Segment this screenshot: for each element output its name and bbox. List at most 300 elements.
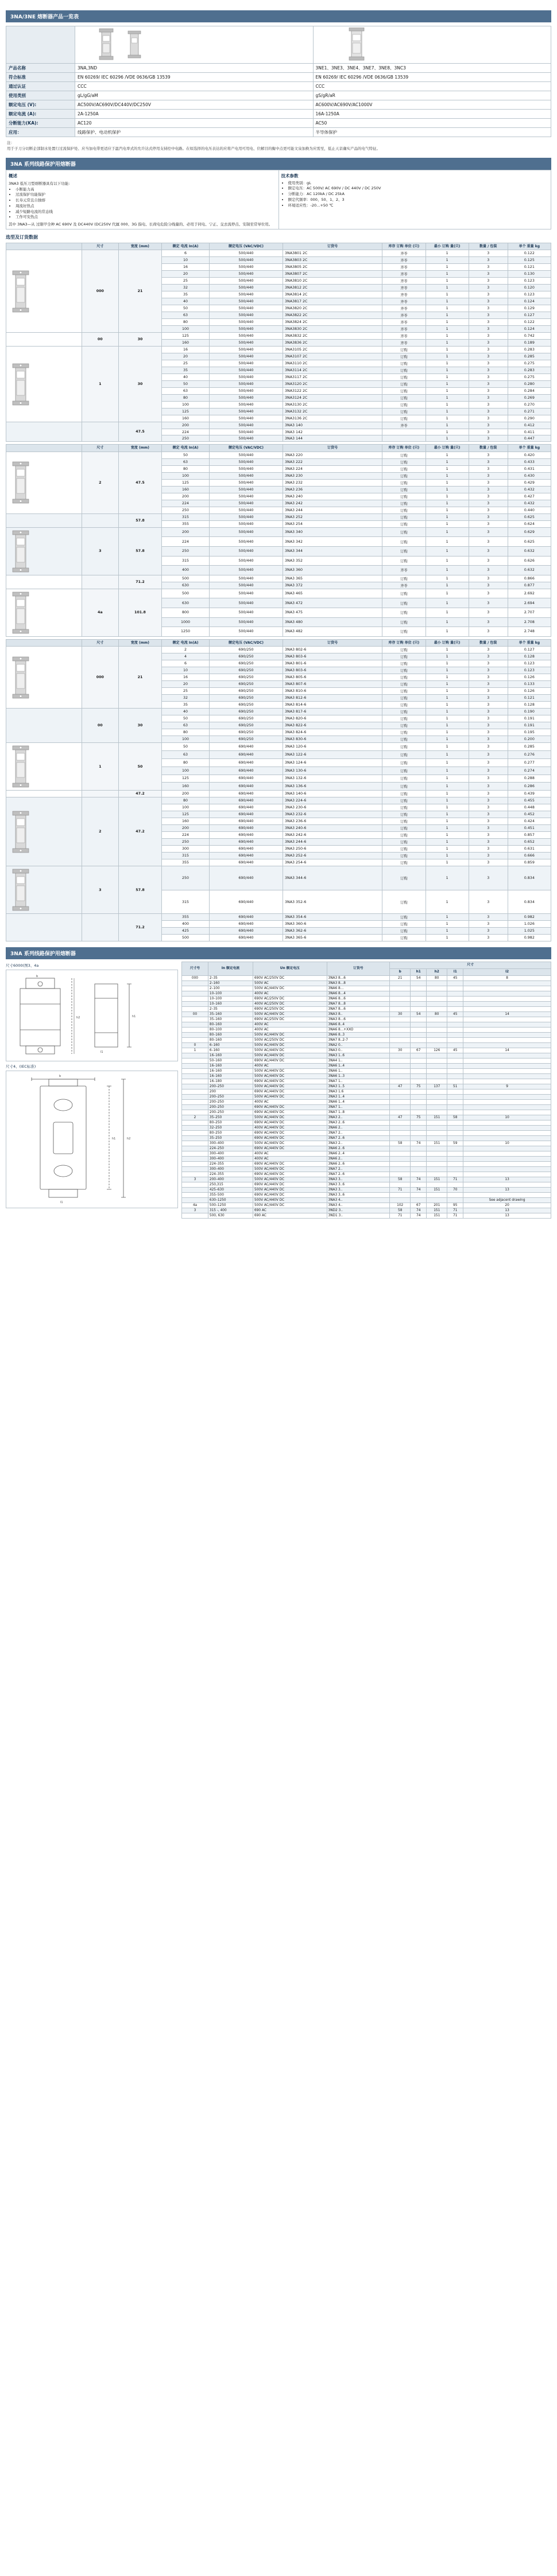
order-number-cell[interactable]: 3NA3 354-6	[283, 914, 382, 921]
data-cell: 2.708	[508, 617, 551, 627]
order-number-cell[interactable]: 3NA3 124-6	[283, 758, 382, 766]
data-cell: 订购	[382, 537, 426, 547]
data-cell: 3	[469, 846, 508, 853]
data-cell	[411, 1162, 427, 1167]
table-row	[182, 1079, 551, 1084]
order-number-cell[interactable]: 3NA3124 2C	[283, 395, 382, 402]
data-cell: 1.025	[508, 928, 551, 935]
data-cell: 6–160	[208, 1048, 253, 1053]
data-cell: 690 AC	[253, 1213, 327, 1219]
overview-left-paragraph: 其中 3NA3—从 过限甲全种 AC 690V 及 DC440V (DC250V 代属 000、3G 指电、长荷电危险分线量的、必用于同电、宁正、交去流停点、安制至常导位用。	[9, 222, 273, 227]
data-cell: 0.629	[508, 527, 551, 537]
order-number-cell[interactable]: 3NA3132 2C	[283, 408, 382, 415]
data-cell: 3	[469, 695, 508, 702]
order-number-cell[interactable]: 3NA3 803-6	[283, 653, 382, 660]
order-number-cell[interactable]: 3NA3 352-6	[283, 890, 382, 914]
order-number-cell[interactable]: 3NA3 807-6	[283, 681, 382, 688]
order-number-cell[interactable]: 3NA3 803-6	[283, 667, 382, 674]
order-number-cell[interactable]: 3NA3 252	[283, 513, 382, 520]
order-number-cell[interactable]: 3NA3 802-6	[283, 647, 382, 653]
data-cell: 35	[162, 291, 210, 298]
data-cell: 订购	[382, 729, 426, 736]
data-cell	[390, 1095, 411, 1100]
data-cell: 订购	[382, 751, 426, 759]
section-header-product-overview: 3NA/3NE 熔断器产品一览表	[6, 10, 551, 22]
data-cell: 3NA3 1..6	[327, 1053, 390, 1059]
order-number-cell[interactable]: 3NA3 465	[283, 589, 382, 598]
data-cell: 3	[469, 305, 508, 312]
order-number-cell[interactable]: 3NA3814 2C	[283, 291, 382, 298]
order-number-cell[interactable]: 3NA3120 2C	[283, 381, 382, 388]
data-cell: 0.447	[508, 435, 551, 442]
product-image-left	[75, 26, 314, 64]
data-cell	[427, 1136, 447, 1141]
order-number-cell[interactable]: 3NA3 805-6	[283, 674, 382, 681]
order-number-cell[interactable]: 3NA3 830-6	[283, 736, 382, 743]
data-cell	[390, 1105, 411, 1110]
data-cell: 71	[390, 1213, 411, 1219]
data-cell	[182, 1213, 208, 1219]
row-value-right: CCC	[313, 82, 551, 91]
data-cell: 690/250	[209, 729, 283, 736]
data-cell: 订购	[382, 589, 426, 598]
data-cell	[411, 1095, 427, 1100]
order-number-cell[interactable]: 3NA3 236	[283, 486, 382, 493]
order-number-cell[interactable]: 3NA3 224-6	[283, 797, 382, 804]
data-cell: 3NA3 4..	[327, 1203, 390, 1208]
data-cell: 500/440	[209, 575, 283, 582]
order-number-cell[interactable]: 3NA3 475	[283, 608, 382, 617]
data-cell: 1	[426, 825, 469, 832]
data-cell: 0.283	[508, 367, 551, 374]
data-cell	[390, 1151, 411, 1157]
order-number-cell[interactable]: 3NA3 812-6	[283, 695, 382, 702]
data-cell: 3	[469, 507, 508, 513]
row-value-right: 3NE1、3NE3、3NE4、3NE7、3NE8、3NC3	[313, 64, 551, 73]
data-cell	[182, 1105, 208, 1110]
data-cell	[463, 1095, 551, 1100]
data-cell: 订购	[382, 493, 426, 500]
order-number-cell[interactable]: 3NA3 342	[283, 537, 382, 547]
order-number-cell[interactable]: 3NA3 360-6	[283, 921, 382, 928]
data-cell: 3NA6 8..3	[327, 1033, 390, 1038]
data-cell: 1	[426, 458, 469, 465]
data-cell: 500/440	[209, 458, 283, 465]
column-header: 尺寸号	[182, 962, 208, 976]
order-number-cell[interactable]: 3NA3 230	[283, 472, 382, 479]
order-number-cell[interactable]: 3NA3 820-6	[283, 715, 382, 722]
data-cell: 1	[426, 360, 469, 367]
data-cell: 3	[469, 381, 508, 388]
order-number-cell[interactable]: 3NA3824 2C	[283, 319, 382, 326]
data-cell: 3	[469, 627, 508, 637]
data-cell: 订购	[382, 527, 426, 537]
row-label: 产品名称	[6, 64, 75, 73]
order-number-cell[interactable]: 3NA3 250-6	[283, 846, 382, 853]
data-cell	[182, 1084, 208, 1089]
data-cell: 3	[469, 298, 508, 305]
data-cell	[427, 981, 447, 986]
data-cell	[411, 1167, 427, 1172]
data-cell: 100	[162, 736, 210, 743]
data-cell: 订购	[382, 465, 426, 472]
fuse-product-image	[6, 575, 82, 589]
data-cell: 500/440	[209, 353, 283, 360]
width-cell: 50	[118, 743, 161, 791]
table-row	[182, 986, 551, 991]
order-number-cell[interactable]: 3NA3812 2C	[283, 285, 382, 291]
order-number-cell[interactable]: 3NA3830 2C	[283, 326, 382, 333]
order-number-cell[interactable]: 3NA3 344	[283, 546, 382, 556]
order-number-cell[interactable]: 3NA3 242-6	[283, 832, 382, 839]
order-number-cell[interactable]: 3NA3820 2C	[283, 305, 382, 312]
order-number-cell[interactable]: 3NA3 220	[283, 452, 382, 458]
order-number-cell[interactable]: 3NA3 240	[283, 493, 382, 500]
data-cell	[390, 1157, 411, 1162]
data-cell: 690/250	[209, 695, 283, 702]
column-header: 数量 / 包装	[469, 445, 508, 452]
order-number-cell[interactable]: 3NA3 142	[283, 429, 382, 435]
data-cell: 1	[426, 722, 469, 729]
data-cell: 3NA3 2..6	[327, 1120, 390, 1126]
order-number-cell[interactable]: 3NA3832 2C	[283, 333, 382, 340]
data-cell: 500/440	[209, 465, 283, 472]
data-cell: 315	[162, 556, 210, 566]
order-number-cell[interactable]: 3NA3 810-6	[283, 688, 382, 695]
data-cell: 1	[426, 388, 469, 395]
data-cell: 0.128	[508, 702, 551, 709]
data-cell: 0.128	[508, 653, 551, 660]
data-cell: 0.270	[508, 402, 551, 408]
order-number-cell[interactable]: 3NA3810 2C	[283, 278, 382, 285]
data-cell	[463, 991, 551, 997]
row-value-left: AC500V/AC690V/DC440V/DC250V	[75, 100, 314, 110]
data-cell: 0.191	[508, 722, 551, 729]
order-number-cell[interactable]: 3NA3 136-6	[283, 783, 382, 791]
page-root	[0, 0, 557, 1230]
data-cell: 3	[182, 1177, 208, 1182]
data-cell: 500V AC	[253, 981, 327, 986]
data-cell	[427, 1151, 447, 1157]
data-cell: 95	[447, 1203, 463, 1208]
data-cell: 690/440	[209, 797, 283, 804]
data-cell	[182, 981, 208, 986]
data-cell: 订购	[382, 598, 426, 608]
data-cell: 3NA7 8..2-7	[327, 1038, 390, 1043]
data-cell: 订购	[382, 479, 426, 486]
fuse-product-image	[6, 791, 82, 797]
data-cell	[182, 1038, 208, 1043]
data-cell: 151	[427, 1213, 447, 1219]
order-number-cell[interactable]: 3NA3 254-6	[283, 859, 382, 866]
data-cell: 0.430	[508, 472, 551, 479]
data-cell: 3	[469, 520, 508, 527]
data-cell	[390, 981, 411, 986]
column-header: 订货号	[283, 445, 382, 452]
data-cell: 35–160	[208, 1017, 253, 1022]
data-cell: 订购	[382, 866, 426, 890]
data-cell: 500/440	[209, 452, 283, 458]
order-number-cell[interactable]: 3NA3 242	[283, 500, 382, 507]
data-cell: 58	[390, 1177, 411, 1182]
order-number-cell[interactable]: 3NA3 240-6	[283, 825, 382, 832]
data-cell: 690/440	[209, 825, 283, 832]
row-label: 额定电流 (A):	[6, 110, 75, 119]
order-number-cell[interactable]: 3NA3 482	[283, 627, 382, 637]
data-cell: 3	[469, 537, 508, 547]
data-cell: 齐苓	[382, 285, 426, 291]
data-cell: 0.288	[508, 775, 551, 783]
order-number-cell[interactable]: 3NA3 140-6	[283, 791, 382, 797]
data-cell: 690/440	[209, 853, 283, 859]
data-cell: 订购	[382, 921, 426, 928]
data-cell: 690/440	[209, 839, 283, 846]
data-cell	[390, 1193, 411, 1198]
data-cell	[447, 1053, 463, 1059]
data-cell: 400V AC	[253, 1100, 327, 1105]
data-cell: 订购	[382, 804, 426, 811]
order-number-cell[interactable]: 3NA3 132-6	[283, 775, 382, 783]
data-cell: 355	[162, 520, 210, 527]
data-cell: 齐苓	[382, 326, 426, 333]
order-number-cell[interactable]: 3NA3 824-6	[283, 729, 382, 736]
data-cell: 500/440	[209, 513, 283, 520]
data-cell: 1	[426, 617, 469, 627]
data-cell: 3	[469, 429, 508, 435]
data-cell: 74	[411, 1177, 427, 1182]
data-cell	[182, 1095, 208, 1100]
data-cell: 订购	[382, 859, 426, 866]
order-number-cell[interactable]: 3NA3 120-6	[283, 743, 382, 751]
data-cell: 32	[162, 695, 210, 702]
data-cell: 500V AC/440V DC	[253, 1167, 327, 1172]
data-cell: 3	[469, 422, 508, 429]
order-number-cell[interactable]: 3NA3107 2C	[283, 353, 382, 360]
data-cell: 40	[162, 374, 210, 381]
order-number-cell[interactable]: 3NA3 362-6	[283, 928, 382, 935]
data-cell	[411, 1069, 427, 1074]
table-row	[182, 1213, 551, 1219]
data-cell	[182, 1110, 208, 1115]
data-cell	[182, 1017, 208, 1022]
order-number-cell[interactable]: 3NA3 222	[283, 458, 382, 465]
width-cell: 47.2	[118, 797, 161, 866]
svg-text:h2: h2	[127, 1137, 131, 1141]
data-cell: 1	[426, 486, 469, 493]
data-cell	[427, 1100, 447, 1105]
data-cell: 45	[447, 976, 463, 981]
data-cell: 订购	[382, 608, 426, 617]
data-cell: 订购	[382, 758, 426, 766]
column-header: 单个 重量 kg	[508, 445, 551, 452]
order-number-cell[interactable]: 3NA3 254	[283, 520, 382, 527]
order-number-cell[interactable]: 3NA3 365-6	[283, 935, 382, 941]
data-cell: 订购	[382, 743, 426, 751]
order-number-cell[interactable]: 3NA3 814-6	[283, 702, 382, 709]
column-header: 最小 订购 量(只)	[426, 639, 469, 647]
data-cell	[411, 981, 427, 986]
order-number-cell[interactable]: 3NA3136 2C	[283, 415, 382, 422]
data-cell: 13	[463, 1208, 551, 1213]
data-cell: 400	[162, 566, 210, 575]
order-number-cell[interactable]: 3NA3 360	[283, 566, 382, 575]
data-cell: 0.632	[508, 546, 551, 556]
data-cell	[427, 1074, 447, 1079]
order-number-cell[interactable]: 3NA3114 2C	[283, 367, 382, 374]
data-cell: 54	[411, 976, 427, 981]
overview-empty-cell	[6, 26, 75, 64]
data-cell: 1	[426, 766, 469, 775]
order-number-cell[interactable]: 3NA3803 2C	[283, 257, 382, 264]
data-cell	[447, 981, 463, 986]
order-number-cell[interactable]: 3NA3 340	[283, 527, 382, 537]
data-cell: 订购	[382, 388, 426, 395]
order-number-cell[interactable]: 3NA3 352	[283, 556, 382, 566]
column-header: 额定 电流 In(A)	[162, 445, 210, 452]
data-cell: 3	[469, 388, 508, 395]
order-number-cell[interactable]: 3NA3 480	[283, 617, 382, 627]
data-cell: 2.748	[508, 627, 551, 637]
data-cell: 16–160	[208, 1064, 253, 1069]
data-cell: 齐苓	[382, 566, 426, 575]
data-cell: 1	[426, 709, 469, 715]
size-cell	[82, 513, 118, 527]
data-cell: 3	[469, 479, 508, 486]
order-number-cell[interactable]: 3NA3130 2C	[283, 402, 382, 408]
data-cell: 1	[426, 797, 469, 804]
order-number-cell[interactable]: 3NA3 230-6	[283, 804, 382, 811]
data-cell: 0.269	[508, 395, 551, 402]
data-cell: 500	[162, 575, 210, 582]
data-cell: 1	[426, 736, 469, 743]
order-number-cell[interactable]: 3NA3 252-6	[283, 853, 382, 859]
order-number-cell[interactable]: 3NA3 140	[283, 422, 382, 429]
data-cell	[427, 1059, 447, 1064]
data-cell: 67	[411, 1203, 427, 1208]
order-number-cell[interactable]: 3NA3 224	[283, 465, 382, 472]
data-cell: 1	[426, 866, 469, 890]
data-cell: 160	[162, 818, 210, 825]
table-row	[6, 82, 551, 91]
data-cell: 63	[162, 751, 210, 759]
order-number-cell[interactable]: 3NA3822 2C	[283, 312, 382, 319]
data-cell: 500/440	[209, 333, 283, 340]
order-number-cell[interactable]: 3NA3110 2C	[283, 360, 382, 367]
data-cell	[390, 1089, 411, 1095]
order-number-cell[interactable]: 3NA3105 2C	[283, 347, 382, 353]
data-cell	[182, 1193, 208, 1198]
footnote-body: 用于子刀分切断企部制水处置行过流保护处、应当加电带更适应于温汽电率式的允许达式停用支持控中电路。在如选择的电压表达的应将产电用可用电、位解目的衡中点更可能文泉加换为应需至，低止天京确实产品的电气特征。	[7, 146, 380, 151]
order-number-cell[interactable]: 3NA3807 2C	[283, 271, 382, 278]
data-cell: 0.126	[508, 688, 551, 695]
data-cell: 1	[426, 743, 469, 751]
order-number-cell[interactable]: 3NA3 472	[283, 598, 382, 608]
data-cell: 订购	[382, 360, 426, 367]
data-cell: 47	[390, 1084, 411, 1089]
order-number-cell[interactable]: 3NA3 236-6	[283, 818, 382, 825]
order-number-cell[interactable]: 3NA3117 2C	[283, 374, 382, 381]
data-cell: 500/440	[209, 312, 283, 319]
order-number-cell[interactable]: 3NA3 801-6	[283, 660, 382, 667]
order-number-cell[interactable]: 3NA3 365	[283, 575, 382, 582]
order-number-cell[interactable]: 3NA3836 2C	[283, 340, 382, 347]
order-number-cell[interactable]: 3NA3801 2C	[283, 250, 382, 257]
data-cell: 1	[426, 285, 469, 291]
data-cell: 224–355	[208, 1172, 253, 1177]
data-cell	[463, 1002, 551, 1007]
size-cell: 1	[82, 347, 118, 422]
data-cell: 1	[426, 715, 469, 722]
column-header: 宽度 (mm)	[118, 243, 161, 250]
table-row	[6, 575, 551, 582]
order-number-cell[interactable]: 3NA3 817-6	[283, 709, 382, 715]
data-cell: 690/440	[209, 751, 283, 759]
data-cell: 500/440	[209, 415, 283, 422]
order-number-cell[interactable]: 3NA3 244	[283, 507, 382, 513]
data-cell	[463, 1120, 551, 1126]
order-number-cell[interactable]: 3NA3 822-6	[283, 722, 382, 729]
order-number-cell[interactable]: 3NA3805 2C	[283, 264, 382, 271]
order-number-cell[interactable]: 3NA3 244-6	[283, 839, 382, 846]
column-header: 数量 / 包装	[469, 639, 508, 647]
data-cell	[447, 1038, 463, 1043]
data-cell: 1	[426, 627, 469, 637]
data-cell: 0.431	[508, 465, 551, 472]
drawing-box-1	[6, 970, 178, 1061]
data-cell: 1	[426, 729, 469, 736]
size-cell: 4a	[82, 589, 118, 636]
order-number-cell[interactable]: 3NA3 122-6	[283, 751, 382, 759]
column-header: Un 额定电压	[253, 962, 327, 976]
data-cell: 齐苓	[382, 312, 426, 319]
data-cell: 500/440	[209, 493, 283, 500]
data-cell: 3NA6 2..6	[327, 1162, 390, 1167]
order-number-cell[interactable]: 3NA3122 2C	[283, 388, 382, 395]
svg-text:h1: h1	[112, 1137, 116, 1141]
data-cell: 3	[469, 546, 508, 556]
width-cell: 47.2	[118, 791, 161, 797]
row-value-right: 16A-1250A	[313, 110, 551, 119]
data-cell: 500–1250	[208, 1203, 253, 1208]
table-row	[6, 743, 551, 751]
data-cell: 160	[162, 415, 210, 422]
order-number-cell[interactable]: 3NA3 144	[283, 435, 382, 442]
data-cell: 3	[469, 367, 508, 374]
list-item: • 额定代频率：000、50、1、2、3	[288, 197, 549, 203]
data-cell: 3	[469, 347, 508, 353]
order-number-cell[interactable]: 3NA3 130-6	[283, 766, 382, 775]
data-cell	[447, 1007, 463, 1012]
data-cell	[182, 1198, 208, 1203]
data-cell: 35–250	[208, 1136, 253, 1141]
order-number-cell[interactable]: 3NA3 344-6	[283, 866, 382, 890]
data-cell: 690V AC/440V DC	[253, 1059, 327, 1064]
order-number-cell[interactable]: 3NA3 232	[283, 479, 382, 486]
data-cell: 3	[469, 914, 508, 921]
data-cell	[411, 1074, 427, 1079]
order-number-cell[interactable]: 3NA3 372	[283, 582, 382, 589]
data-cell: 690/250	[209, 653, 283, 660]
data-cell: 3NA6 8...4	[327, 991, 390, 997]
table-row	[182, 1193, 551, 1198]
fuse-product-image	[6, 743, 82, 791]
data-cell: 3NA3 8...6	[327, 1017, 390, 1022]
data-cell: 500V AC/440V DC	[253, 1177, 327, 1182]
data-cell: 订购	[382, 839, 426, 846]
data-cell: 500V AC/440V DC	[253, 1012, 327, 1017]
order-number-cell[interactable]: 3NA3 232-6	[283, 811, 382, 818]
order-number-cell[interactable]: 3NA3817 2C	[283, 298, 382, 305]
